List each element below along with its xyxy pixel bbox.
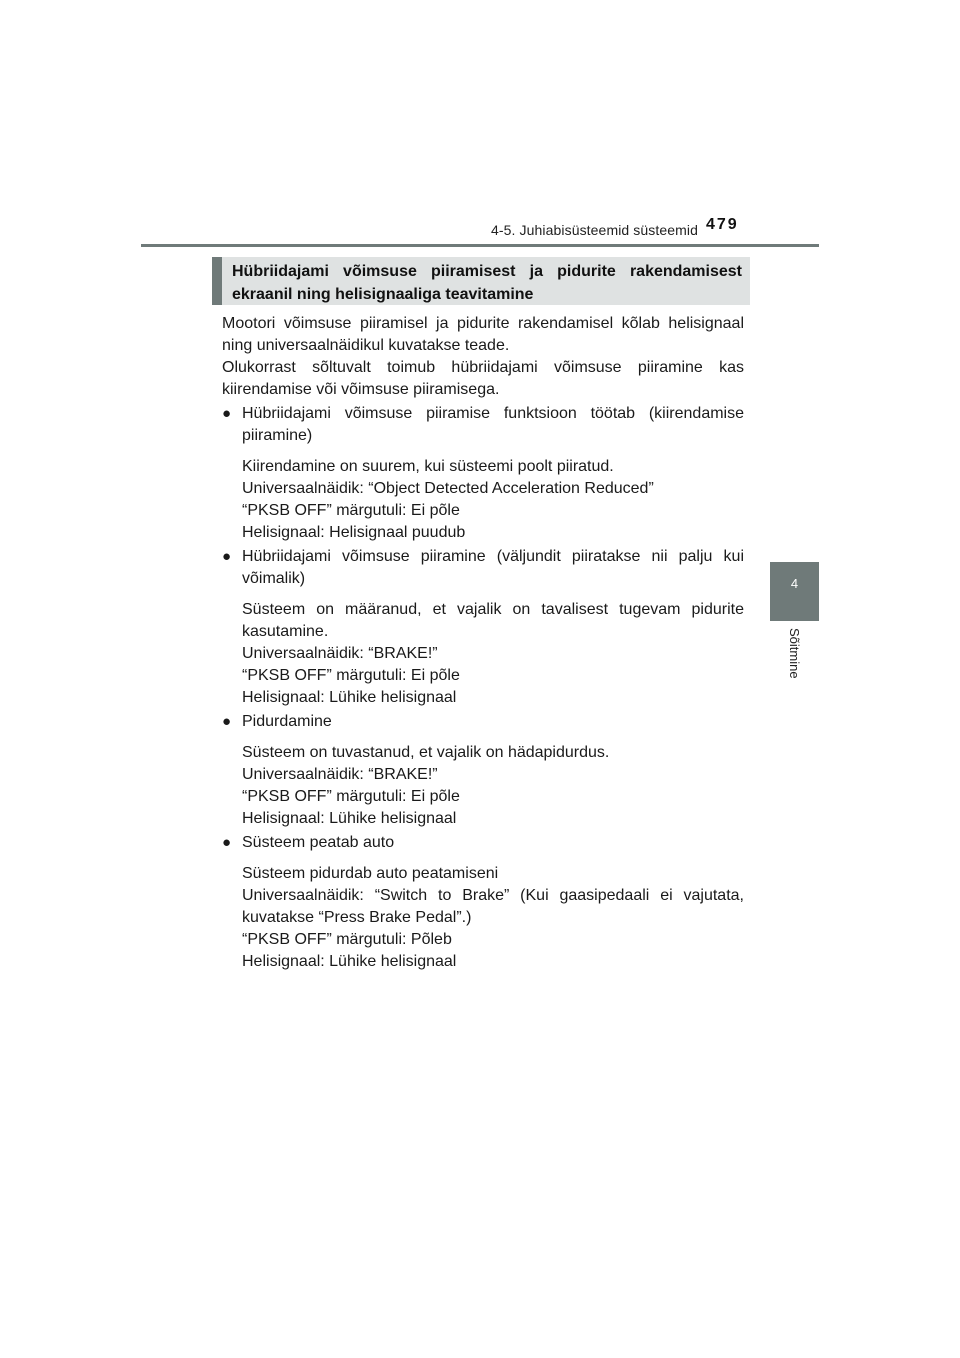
- detail-line: Universaalnäidik: “BRAKE!”: [242, 766, 438, 783]
- list-item-heading: Hübriidajami võimsuse piiramine (väljundit piiratakse nii palju kui võimalik): [242, 548, 744, 587]
- list-item-heading: Süsteem peatab auto: [242, 834, 395, 851]
- list-item-details: [242, 456, 744, 544]
- detail-line: Helisignaal: Lühike helisignaal: [242, 689, 457, 706]
- detail-line: “PKSB OFF” märgutuli: Põleb: [242, 931, 452, 948]
- list-item: [222, 832, 744, 854]
- chapter-tab-number: 4: [790, 576, 799, 591]
- detail-line: Universaalnäidik: “BRAKE!”: [242, 645, 438, 662]
- detail-line: Süsteem pidurdab auto peatamiseni: [242, 865, 499, 882]
- section-title: Hübriidajami võimsuse piiramisest ja pidurite rakendamisest ekraanil ning helisignaaliga teavitamine: [232, 263, 742, 303]
- list-item-heading: Hübriidajami võimsuse piiramise funktsioon töötab (kiirendamise piiramine): [242, 405, 744, 444]
- detail-line: Süsteem on tuvastanud, et vajalik on hädapidurdus.: [242, 744, 610, 761]
- detail-line: Universaalnäidik: “Object Detected Acceleration Reduced”: [242, 480, 654, 497]
- bullet-circle-icon: ●: [222, 548, 232, 565]
- list-item-details: [242, 863, 744, 973]
- detail-line: “PKSB OFF” märgutuli: Ei põle: [242, 788, 460, 805]
- running-header-section: 4-5. Juhiabisüsteemid süsteemid: [491, 222, 698, 238]
- detail-line: Helisignaal: Helisignaal puudub: [242, 524, 466, 541]
- list-item: [222, 403, 744, 447]
- list-item-details: [242, 742, 744, 830]
- intro-paragraph: Olukorrast sõltuvalt toimub hübriidajami võimsuse piiramine kas kiirendamise või võimsuse piiramisega.: [222, 359, 744, 398]
- list-item: [222, 546, 744, 590]
- intro-paragraph: Mootori võimsuse piiramisel ja pidurite rakendamisel kõlab helisignaal ning universaalnäidikul kuvatakse teade.: [222, 315, 744, 354]
- list-item-heading: Pidurdamine: [242, 713, 332, 730]
- detail-line: “PKSB OFF” märgutuli: Ei põle: [242, 667, 460, 684]
- bullet-circle-icon: ●: [222, 713, 232, 730]
- list-item-details: [242, 599, 744, 709]
- detail-line: Helisignaal: Lühike helisignaal: [242, 953, 457, 970]
- bullet-circle-icon: ●: [222, 405, 232, 422]
- page-number: 479: [706, 216, 739, 233]
- detail-line: Kiirendamine on suurem, kui süsteemi poolt piiratud.: [242, 458, 614, 475]
- header-rule: [141, 244, 819, 247]
- bullet-circle-icon: ●: [222, 834, 232, 851]
- page-header: [0, 216, 960, 236]
- section-title-box: [212, 257, 750, 305]
- detail-line: “PKSB OFF” märgutuli: Ei põle: [242, 502, 460, 519]
- detail-line: Süsteem on määranud, et vajalik on tavalisest tugevam pidurite kasutamine.: [242, 601, 744, 640]
- chapter-tab-label: Sõitmine: [787, 628, 802, 679]
- chapter-tab: [770, 562, 819, 621]
- detail-line: Universaalnäidik: “Switch to Brake” (Kui gaasipedaali ei vajutata, kuvatakse “Press Brake Pedal”.): [242, 887, 744, 926]
- detail-line: Helisignaal: Lühike helisignaal: [242, 810, 457, 827]
- body-content: [222, 313, 744, 975]
- list-item: [222, 711, 744, 733]
